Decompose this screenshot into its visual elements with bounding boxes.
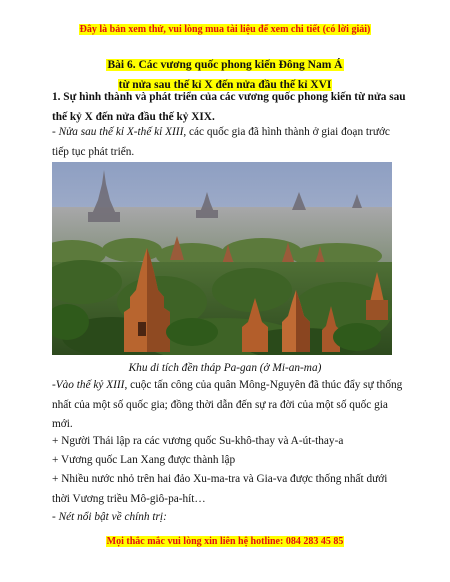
- figure-caption: Khu di tích đền tháp Pa-gan (ở Mi-an-ma): [128, 362, 322, 374]
- section-heading: 1. Sự hình thành và phát triển của các vương quốc phong kiến từ nửa sau thế kỷ X đến nửa đầu thế kỷ XIX.: [52, 91, 406, 123]
- hotline-banner: [0, 536, 450, 547]
- lesson-title-line2-text: từ nửa sau thế kỉ X đến nửa đầu thế kỉ XVI: [118, 79, 332, 91]
- political-features-heading: - Nét nổi bật về chính trị:: [52, 511, 167, 523]
- paragraph-1: [52, 123, 407, 162]
- bullet-thai-kingdoms: + Người Thái lập ra các vương quốc Su-khô-thay và A-út-thay-a: [52, 435, 344, 447]
- paragraph-2-text: , cuộc tấn công của quân Mông-Nguyên đã thúc đẩy sự thống nhất của một số quốc gia; đồng thời dẫn đến sự ra đời của một số quốc gia mới.: [52, 379, 403, 430]
- bagan-temples-photo: [52, 162, 392, 355]
- bullet-majapahit: + Nhiều nước nhỏ trên hai đảo Xu-ma-tra và Gia-va được thống nhất dưới thời Vương triều Mô-giô-pa-hít…: [52, 473, 388, 505]
- hotline-banner-text: Mọi thắc mắc vui lòng xin liên hệ hotline: 084 283 45 85: [106, 536, 344, 547]
- paragraph-1-italic: - Nửa sau thế kỉ X-thế kỉ XIII: [52, 126, 184, 138]
- paragraph-2: [52, 376, 407, 435]
- bullet-lan-xang: + Vương quốc Lan Xang được thành lập: [52, 454, 236, 466]
- paragraph-2-italic: -Vào thế kỷ XIII: [52, 379, 125, 391]
- lesson-title-line1: [0, 59, 450, 71]
- preview-banner-text: Đây là bản xem thử, vui lòng mua tài liệu để xem chi tiết (có lời giải): [79, 24, 371, 35]
- preview-banner: [0, 24, 450, 35]
- lesson-title-line1-text: Bài 6. Các vương quốc phong kiến Đông Nam Á: [107, 59, 343, 71]
- paragraph-1-text: , các quốc gia đã hình thành ở giai đoạn trước tiếp tục phát triển.: [52, 126, 390, 158]
